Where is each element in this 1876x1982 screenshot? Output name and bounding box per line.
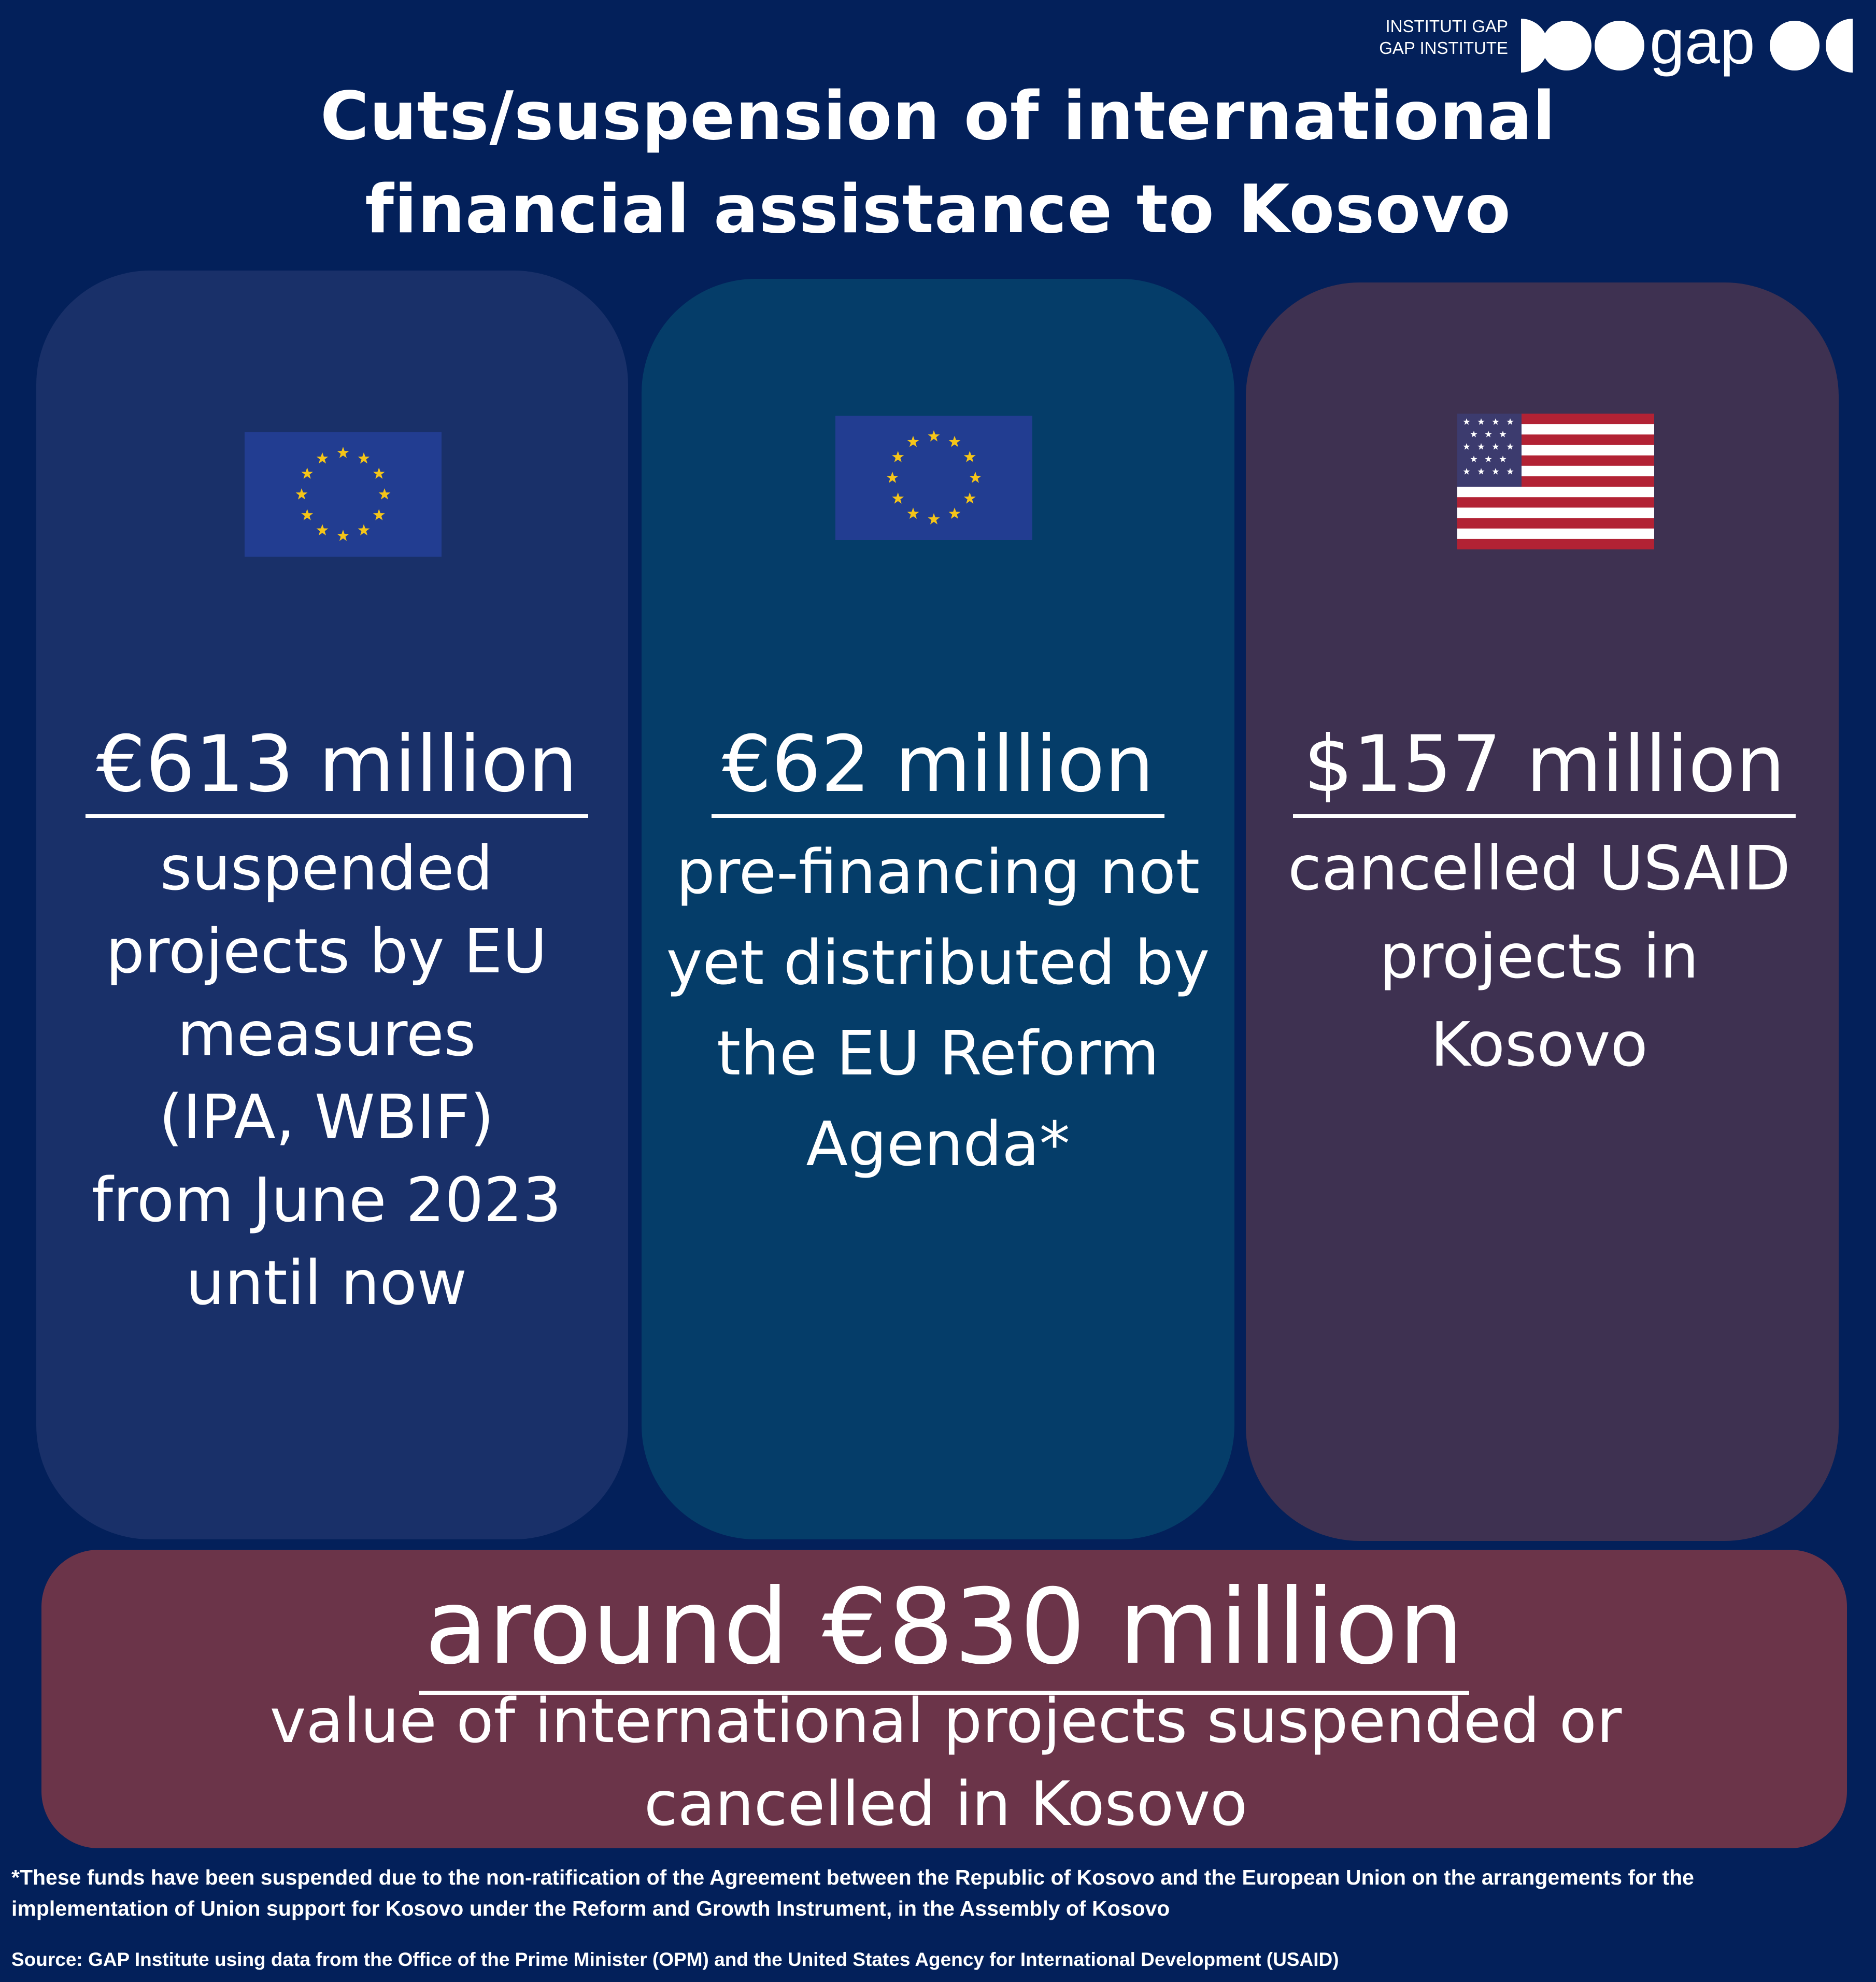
card-1-line: from June 2023	[91, 1164, 562, 1236]
us-flag-stripe	[1457, 507, 1654, 518]
card-3-line: cancelled USAID	[1288, 832, 1790, 904]
eu-flag-icon	[245, 432, 442, 557]
source-note: Source: GAP Institute using data from the Office of the Prime Minister (OPM) and the United States Agency for International Development (USAID)	[11, 1949, 1339, 1970]
card-3-line: Kosovo	[1430, 1009, 1648, 1080]
card-1-line: (IPA, WBIF)	[159, 1081, 494, 1153]
card-2-amount-text: €62 million	[712, 718, 1164, 818]
us-flag-icon	[1457, 414, 1654, 549]
total-amount-text: around €830 million	[419, 1565, 1469, 1695]
logo-circle-3	[1770, 21, 1820, 70]
us-flag-stripe	[1457, 497, 1654, 508]
card-1-amount-text: €613 million	[86, 718, 588, 818]
card-2-description	[648, 827, 1228, 1190]
logo-word: gap	[1650, 15, 1755, 77]
total-description-line-2: cancelled in Kosovo	[644, 1768, 1248, 1839]
footnote-line-2: implementation of Union support for Kosovo under the Reform and Growth Instrument, in the Assembly of Kosovo	[11, 1896, 1170, 1920]
card-2-amount	[658, 718, 1218, 818]
card-2-line: the EU Reform	[716, 1017, 1159, 1089]
logo-half-circle-right	[1826, 19, 1853, 73]
logo-line-albanian: INSTITUTI GAP	[1385, 17, 1508, 36]
card-1-description	[47, 827, 606, 1324]
title-line-2: financial assistance to Kosovo	[365, 171, 1511, 248]
page-title	[155, 70, 1721, 257]
logo-caption	[1368, 16, 1508, 59]
logo-line-english: GAP INSTITUTE	[1379, 38, 1508, 58]
us-flag-stripe	[1457, 487, 1654, 498]
logo-circle-1	[1542, 21, 1591, 70]
card-3-description	[1254, 824, 1824, 1088]
card-2-line: Agenda*	[806, 1108, 1070, 1180]
card-1-line: measures	[177, 998, 476, 1070]
total-amount	[41, 1565, 1847, 1695]
card-1-line: suspended	[160, 832, 493, 904]
card-1-line: until now	[186, 1247, 467, 1319]
eu-flag-icon	[835, 416, 1032, 540]
footnote	[11, 1862, 1856, 1924]
us-flag-stripe	[1457, 529, 1654, 540]
total-description-line-1: value of international projects suspended or	[269, 1685, 1622, 1757]
card-1-line: projects by EU	[106, 915, 547, 987]
us-flag-stripe	[1457, 539, 1654, 549]
card-3-line: projects in	[1379, 921, 1699, 992]
footnote-line-1: *These funds have been suspended due to the non-ratification of the Agreement between the Republic of Kosovo and the European Union on the arrangements for the	[11, 1865, 1694, 1889]
card-3-amount-text: $157 million	[1293, 718, 1795, 818]
card-1-amount	[62, 718, 612, 818]
title-line-1: Cuts/suspension of international	[320, 78, 1556, 155]
total-description	[104, 1679, 1788, 1845]
card-2-line: yet distributed by	[666, 927, 1210, 998]
gap-logo	[1521, 15, 1853, 77]
us-flag-stripe	[1457, 518, 1654, 529]
logo-circle-2	[1595, 21, 1644, 70]
card-3-amount	[1259, 718, 1829, 818]
card-2-line: pre-financing not	[676, 836, 1200, 908]
